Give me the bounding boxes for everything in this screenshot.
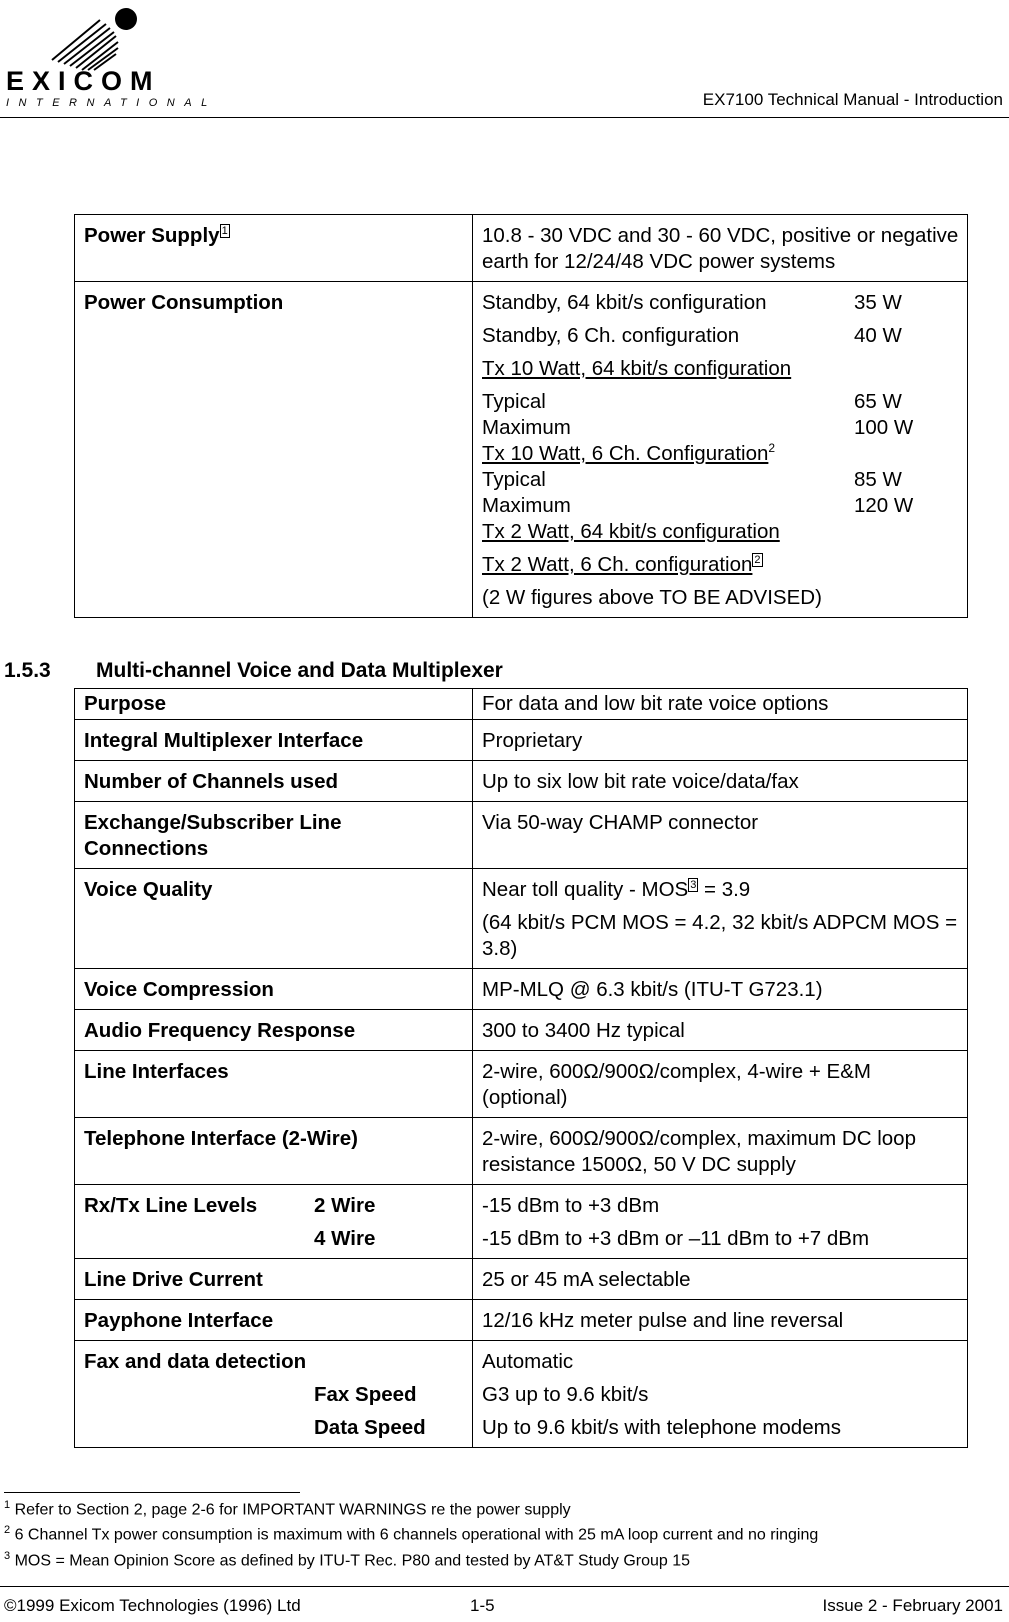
footnote-ref[interactable]: 2 <box>754 554 761 567</box>
footer-copyright: ©1999 Exicom Technologies (1996) Ltd <box>4 1596 301 1615</box>
exicom-logo <box>4 2 217 109</box>
table-row: Payphone Interface 12/16 kHz meter pulse and line reversal <box>75 1300 968 1341</box>
table-row <box>75 215 968 282</box>
footnote: $^2$ 6 Channel Tx power consumption is maximum with 6 channels operational with 25 mA loop current and no ringing <box>4 1524 819 1544</box>
table-row: Rx/Tx Line Levels 2 Wire 4 Wire -15 dBm to +3 dBm -15 dBm to +3 dBm or –11 dBm to +7 dBm <box>75 1185 968 1259</box>
header-divider <box>0 117 1009 118</box>
table-row: Purpose For data and low bit rate voice options <box>75 689 968 720</box>
table-row: Integral Multiplexer Interface Proprietary <box>75 720 968 761</box>
power-supply-value: 10.8 - 30 VDC and 30 - 60 VDC, positive or negative earth for 12/24/48 VDC power systems <box>473 215 968 282</box>
svg-text:EXICOM: EXICOM <box>6 66 161 96</box>
table-row: Number of Channels used Up to six low bit rate voice/data/fax <box>75 761 968 802</box>
table-row <box>75 282 968 618</box>
power-supply-label: Power Supply $^1$ <box>75 215 473 282</box>
page-number: 1-5 <box>470 1596 495 1615</box>
footnote-divider <box>4 1492 300 1493</box>
footnote: $^1$ Refer to Section 2, page 2-6 for IMPORTANT WARNINGS re the power supply <box>4 1499 571 1519</box>
table-row: Voice Compression MP-MLQ @ 6.3 kbit/s (ITU-T G723.1) <box>75 969 968 1010</box>
footnote-ref[interactable]: 1 <box>221 225 228 238</box>
table-row: Exchange/Subscriber Line Connections Via 50-way CHAMP connector <box>75 802 968 869</box>
svg-text:INTERNATIONAL: INTERNATIONAL <box>6 97 217 109</box>
table-row: Audio Frequency Response 300 to 3400 Hz typical <box>75 1010 968 1051</box>
table-row: Fax and data detection Fax Speed Data Speed Automatic G3 up to 9.6 kbit/s Up to 9.6 kbit/s with telephone modems <box>75 1341 968 1448</box>
table-row: Voice Quality Near toll quality - MOS $^3$ = 3.9 (64 kbit/s PCM MOS = 4.2, 32 kbit/s ADPCM MOS = 3.8) <box>75 869 968 969</box>
power-consumption-label: Power Consumption <box>75 282 473 618</box>
header-title: EX7100 Technical Manual - Introduction <box>702 90 1003 109</box>
table-row: Line Interfaces 2-wire, 600Ω/900Ω/complex, 4-wire + E&M (optional) <box>75 1051 968 1118</box>
power-spec-table <box>74 214 968 618</box>
table-row: Line Drive Current 25 or 45 mA selectable <box>75 1259 968 1300</box>
table-row: Telephone Interface (2-Wire) 2-wire, 600Ω/900Ω/complex, maximum DC loop resistance 1500Ω, 50 V DC supply <box>75 1118 968 1185</box>
footer-divider <box>0 1586 1009 1587</box>
section-heading: 1.5.3 Multi-channel Voice and Data Multiplexer <box>4 659 503 682</box>
power-consumption-value: Standby, 64 kbit/s configuration 35 W Standby, 6 Ch. configuration 40 W Tx 10 Watt, 64 kbit/s configuration Typical 65 W Maximum 100 W Tx 10 Watt, 6 Ch. Configuration$^2$ Typical 85 W Maximum 120 W Tx 2 Watt, 64 kbit/s configuration Tx 2 Watt, 6 Ch. configuration $^2$ (2 W figures above TO BE ADVISED) <box>473 282 968 618</box>
multiplexer-spec-table <box>74 688 968 1448</box>
footnote-ref[interactable]: 3 <box>690 879 697 892</box>
footnotes <box>4 1495 818 1571</box>
footer-issue: Issue 2 - February 2001 <box>822 1596 1003 1615</box>
footnote: $^3$ MOS = Mean Opinion Score as defined by ITU-T Rec. P80 and tested by AT&T Study Group 15 <box>4 1549 691 1569</box>
